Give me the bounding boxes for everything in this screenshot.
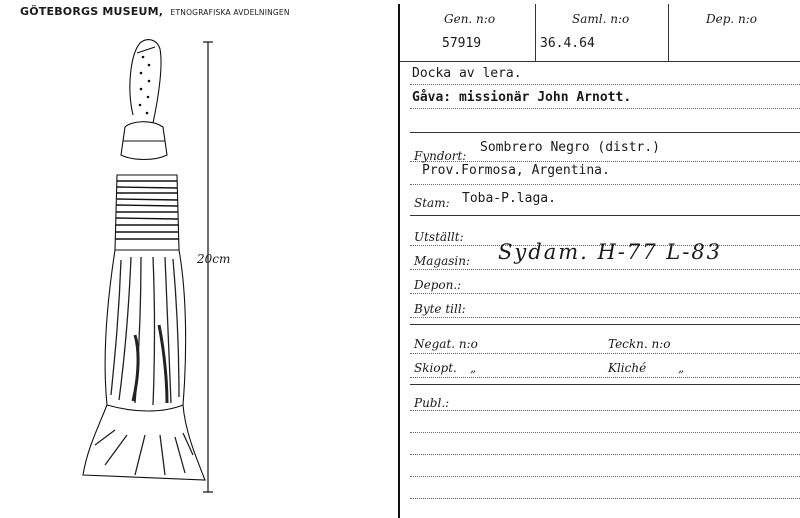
- row-line: [410, 454, 800, 455]
- skiopt-label: Skiopt.: [414, 361, 457, 375]
- row-line: [410, 410, 800, 411]
- row-line: [410, 317, 800, 318]
- section-divider: [410, 384, 800, 385]
- column-divider: [535, 4, 536, 62]
- row-line: [410, 108, 800, 109]
- section-divider: [410, 132, 800, 133]
- dep-label: Dep. n:o: [706, 12, 758, 26]
- byte-label: Byte till:: [414, 302, 466, 316]
- saml-number: 36.4.64: [540, 36, 595, 51]
- saml-label: Saml. n:o: [572, 12, 630, 26]
- row-line: [410, 161, 800, 162]
- skiopt-value: „: [470, 361, 477, 375]
- clay-doll-drawing-icon: [75, 35, 245, 500]
- row-line: [410, 269, 800, 270]
- magasin-label: Magasin:: [414, 254, 471, 268]
- row-line: [410, 353, 800, 354]
- depon-label: Depon.:: [414, 278, 462, 292]
- row-line: [410, 377, 800, 378]
- kliche-label: Kliché: [608, 361, 647, 375]
- header-divider: [400, 61, 800, 62]
- fyndort-line-1: Sombrero Negro (distr.): [480, 140, 661, 155]
- row-line: [410, 498, 800, 499]
- description-line-1: Docka av lera.: [412, 66, 522, 81]
- row-line: [410, 476, 800, 477]
- scale-bar-icon: [200, 40, 216, 496]
- kliche-value: „: [678, 361, 685, 375]
- negat-label: Negat. n:o: [414, 337, 478, 351]
- gen-label: Gen. n:o: [444, 12, 496, 26]
- publ-label: Publ.:: [414, 396, 450, 410]
- column-divider: [668, 4, 669, 62]
- scale-label: 20cm: [197, 252, 231, 266]
- row-line: [410, 84, 800, 85]
- section-divider: [410, 215, 800, 216]
- fyndort-line-2: Prov.Formosa, Argentina.: [422, 163, 610, 178]
- description-line-2: Gåva: missionär John Arnott.: [412, 90, 632, 105]
- fyndort-label: Fyndort:: [414, 149, 467, 163]
- teckn-label: Teckn. n:o: [608, 337, 671, 351]
- row-line: [410, 184, 800, 185]
- stam-label: Stam:: [414, 196, 450, 210]
- gen-number: 57919: [442, 36, 482, 51]
- magasin-value: Sydam. H-77 L-83: [498, 240, 723, 264]
- stam-value: Toba-P.laga.: [462, 191, 556, 206]
- utstallt-label: Utställt:: [414, 230, 464, 244]
- department-name: ETNOGRAFISKA AVDELNINGEN: [170, 8, 290, 17]
- section-divider: [410, 324, 800, 325]
- row-line: [410, 293, 800, 294]
- row-line: [410, 432, 800, 433]
- museum-header: [20, 5, 290, 18]
- catalog-card: [398, 4, 800, 518]
- museum-name: GÖTEBORGS MUSEUM,: [20, 5, 164, 18]
